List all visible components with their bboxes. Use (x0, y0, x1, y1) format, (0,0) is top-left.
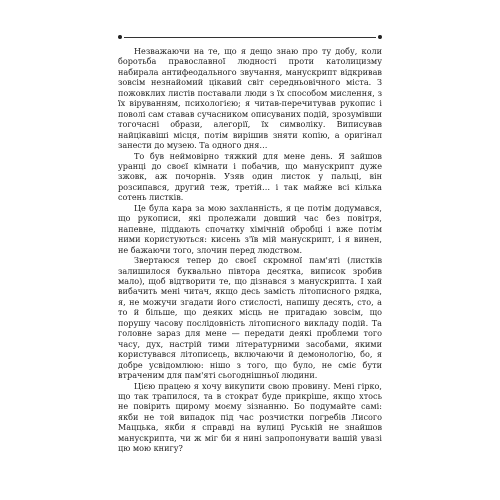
horizontal-rule (124, 37, 376, 38)
book-page (118, 34, 382, 454)
paragraph: Звертаюся тепер до своєї скромної пам'яті (листків залишилося буквально півтора десятка, виписок зробив мало), щоб відтворити те, що дізнався з манускрипта. І хай вибачить мені читач, якщо десь замість літописного рядка, я, не можучи згадати його стислості, напишу десять, сто, а то й більше, що деяких місць не пригадаю зовсім, що порушу часову послідовність літописного викладу подій. Та головне зараз для мене — передати деякі проблеми того часу, дух, настрій тими літературними засобами, якими користувався літописець, включаючи й демонологію, бо, я добре усвідомлюю: нішо з того, що було, не сміє бути втраченим для пам'яті сьогоднішньої людини. (118, 255, 382, 381)
paragraph: То був неймовірно тяжкий для мене день. Я зайшов уранці до своєї кімнати і побачив, що манускрипт дуже зжовк, аж почорнів. Узяв один листок у пальці, він розсипався, другий теж, третій… і так майже всі кілька сотень листків. (118, 150, 382, 203)
paragraph: Це була кара за мою захланність, я це потім додумався, що рукописи, які пролежали довший час без повітря, напевне, піддають спочатку хімічній обробці і вже потім ними користуються: кисень з'їв мій манускрипт, і я винен, не бажаючи того, злочин перед людством. (118, 202, 382, 255)
paragraph: Цією працею я хочу викупити свою провину. Мені гірко, що так трапилося, та в стократ буде прикріше, якщо хтось не повірить щирому моєму зізнанню. Бо подумайте самі: якби не той випадок під час розчистки погребів Лисого Маццька, якби я справді на вулиці Руській не знайшов манускрипта, чи ж міг би я нині запропонувати вашій увазі цю мою книгу? (118, 380, 382, 454)
ornament-dot-left (118, 35, 122, 39)
ornament-dot-right (378, 35, 382, 39)
paragraph: Незважаючи на те, що я дещо знаю про ту добу, коли боротьба православної людності проти католицизму набирала антифеодального звучання, манускрипт відкривав зовсім незнайомий цікавий світ середньовічного міста. З пожовклих листів поставали люди з їх способом мислення, з їх віруванням, психологією; я читав-перечитував рукопис і поволі сам ставав сучасником описуваних подій, зрозумівши тогочасні образи, алегорії, їх символіку. Виписував найцікавіші місця, потім вирішив зняти копію, а оригінал занести до музею. Та одного дня… (118, 46, 382, 151)
top-ornament-rule (118, 34, 382, 42)
